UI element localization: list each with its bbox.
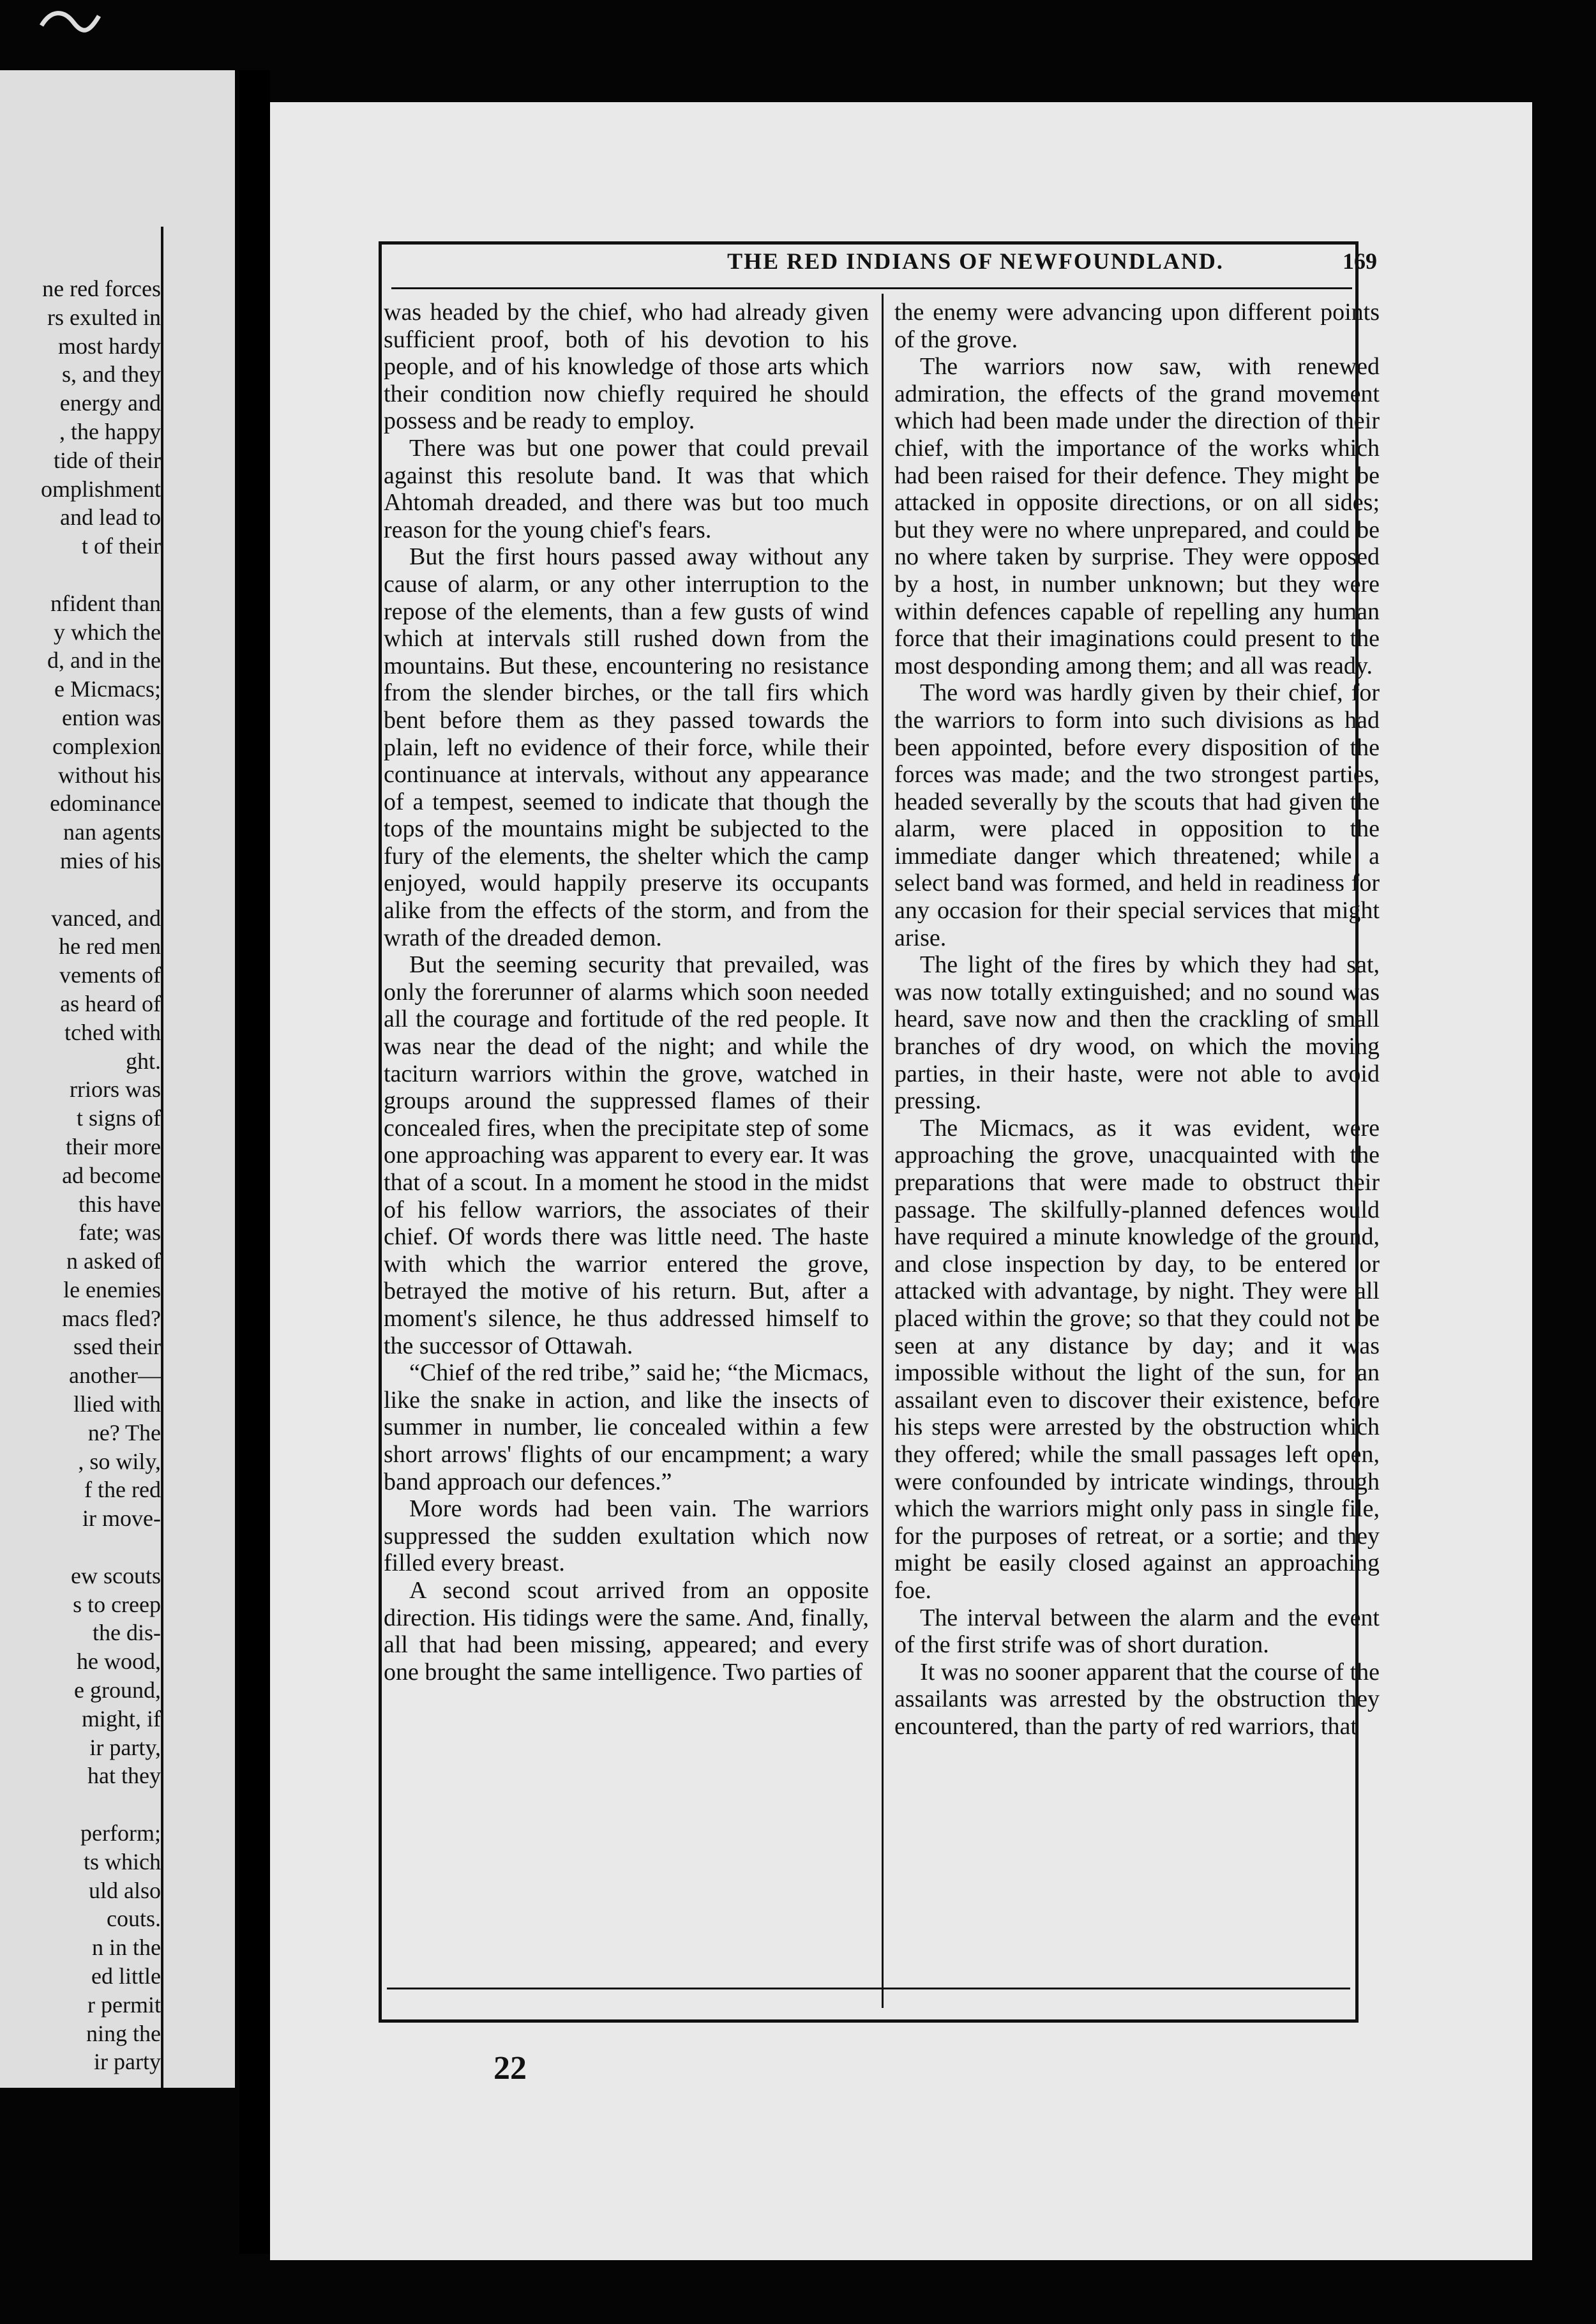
fragment-line: f the red bbox=[84, 1477, 161, 1503]
paragraph: The interval between the alarm and the event of the first strife was of short duration. bbox=[894, 1604, 1380, 1659]
fragment-line: ed little bbox=[91, 1963, 161, 1989]
fragment-line: ention was bbox=[62, 704, 161, 730]
fragment-line: edominance bbox=[50, 790, 161, 817]
fragment-line: perform; bbox=[80, 1820, 161, 1846]
fragment-line: t of their bbox=[82, 533, 161, 559]
fragment-line: omplishment bbox=[41, 476, 161, 502]
fragment-line: without his bbox=[57, 762, 161, 788]
fragment-line: n in the bbox=[92, 1935, 161, 1961]
fragment-line: nan agents bbox=[63, 819, 161, 845]
fragment-line: uld also bbox=[89, 1877, 161, 1903]
fragment-line: macs fled? bbox=[62, 1305, 161, 1331]
fragment-line bbox=[0, 1533, 161, 1562]
adjacent-page-rule bbox=[161, 227, 163, 2088]
fragment-line: e Micmacs; bbox=[54, 676, 161, 702]
fragment-line: the dis- bbox=[93, 1620, 161, 1646]
fragment-line: their more bbox=[66, 1133, 161, 1159]
fragment-line: s, and they bbox=[62, 361, 161, 388]
fragment-line: most hardy bbox=[58, 333, 161, 359]
paragraph: the enemy were advancing upon different points of the grove. bbox=[894, 299, 1380, 353]
fragment-line: ne red forces bbox=[42, 276, 161, 301]
fragment-line: le enemies bbox=[63, 1276, 161, 1302]
fragment-line: he wood, bbox=[77, 1649, 161, 1675]
fragment-line: nfident than bbox=[50, 590, 161, 616]
header-rule bbox=[391, 287, 1352, 289]
paragraph: was headed by the chief, who had already given sufficient proof, both of his devotion to his people, and of his knowledge of those arts which their condition now chiefly required he should possess and be ready to employ. bbox=[384, 299, 869, 435]
book-page bbox=[270, 102, 1532, 2260]
fragment-line: ew scouts bbox=[71, 1562, 161, 1588]
paragraph: More words had been vain. The warriors suppressed the sudden exultation which now filled every breast. bbox=[384, 1495, 869, 1577]
fragment-line bbox=[0, 1790, 161, 1819]
fragment-line: r permit bbox=[87, 1991, 161, 2018]
paragraph: The word was hardly given by their chief, for the warriors to form into such divisions as had been appointed, before every disposition of the forces was made; and the two strongest parties, headed severally by the scouts that had given the alarm, were placed in opposition to the immediate danger which threatened; while a select band was formed, and held in readiness for any occasion for their special services that might arise. bbox=[894, 679, 1380, 951]
paragraph: But the seeming security that prevailed, was only the forerunner of alarms which soon needed all the courage and fortitude of the red people. It was near the dead of the night; and while the taciturn warriors within the grove, watched in groups around the suppressed flames of their concealed fires, when the precipitate step of some one approaching was apparent to every ear. It was that of a scout. In a moment he stood in the midst of his fellow warriors, the associates of their chief. Of words there was little need. The haste with which the warrior entered the grove, betrayed the motive of his return. But, after a moment's silence, he thus addressed himself to the successor of Ottawah. bbox=[384, 951, 869, 1359]
fragment-line: rs exulted in bbox=[47, 304, 161, 330]
adjacent-page-text bbox=[0, 275, 161, 2076]
fragment-line: and lead to bbox=[60, 504, 161, 531]
column-divider bbox=[882, 294, 884, 2008]
fragment-line: this have bbox=[79, 1191, 161, 1217]
fragment-line: complexion bbox=[52, 733, 161, 759]
fragment-line: , so wily, bbox=[78, 1448, 161, 1474]
fragment-line: ne? The bbox=[87, 1419, 161, 1445]
fragment-line: ning the bbox=[86, 2020, 161, 2046]
paragraph: The warriors now saw, with renewed admiration, the effects of the grand movement which had been made under the direction of their chief, with the importance of the works which had been raised for their defence. They might be attacked in opposite directions, or on all sides; but they were no where unprepared, and could be no where taken by surprise. They were opposed by a host, in number unknown; but they were within defences capable of repelling any human force that their imaginations could present to the most desponding among them; and all was ready. bbox=[894, 353, 1380, 679]
fragment-line: fate; was bbox=[79, 1219, 161, 1246]
paragraph: But the first hours passed away without any cause of alarm, or any other interruption to the repose of the elements, than a few gusts of wind which at intervals still rushed down from the mountains. But these, encountering no resistance from the slender birches, or the tall firs which bent before them as they passed towards the plain, left no evidence of their force, while their continuance at intervals, without any appearance of a tempest, seemed to indicate that though the tops of the mountains might be subjected to the fury of the elements, the shelter which the camp enjoyed, would happily preserve its occupants alike from the effects of the storm, and from the wrath of the dreaded demon. bbox=[384, 543, 869, 951]
fragment-line: s to creep bbox=[73, 1591, 161, 1617]
fragment-line: n asked of bbox=[66, 1248, 161, 1274]
fragment-line: ts which bbox=[84, 1848, 161, 1875]
fragment-line: might, if bbox=[82, 1705, 161, 1732]
fragment-line: vements of bbox=[59, 962, 161, 988]
running-head: THE RED INDIANS OF NEWFOUNDLAND. bbox=[727, 248, 1224, 274]
ink-mark-icon bbox=[38, 6, 102, 38]
book-gutter bbox=[239, 70, 270, 2254]
fragment-line: ssed their bbox=[73, 1334, 161, 1360]
paragraph: “Chief of the red tribe,” said he; “the Micmacs, like the snake in action, and like the insects of summer in number, lie concealed within a few short arrows' flights of our encampment; a wary band approach our defences.” bbox=[384, 1359, 869, 1495]
fragment-line: hat they bbox=[87, 1763, 161, 1789]
fragment-line: another— bbox=[69, 1362, 161, 1389]
fragment-line: d, and in the bbox=[47, 647, 161, 674]
fragment-line: y which the bbox=[54, 619, 161, 645]
page-number: 169 bbox=[1343, 248, 1377, 274]
signature-mark: 22 bbox=[493, 2050, 527, 2086]
fragment-line: , the happy bbox=[59, 418, 161, 444]
paragraph: The light of the fires by which they had sat, was now totally extinguished; and no sound was heard, save now and then the crackling of small branches of dry wood, on which the moving parties, in their haste, were not able to avoid pressing. bbox=[894, 951, 1380, 1115]
left-text-column bbox=[384, 299, 869, 2023]
paragraph: A second scout arrived from an opposite direction. His tidings were the same. And, finally, all that had been missing, appeared; and every one brought the same intelligence. Two parties of bbox=[384, 1576, 869, 1686]
fragment-line: energy and bbox=[59, 390, 161, 416]
fragment-line: he red men bbox=[59, 933, 161, 960]
fragment-line: ir party bbox=[94, 2049, 161, 2075]
paragraph: It was no sooner apparent that the course of the assailants was arrested by the obstruction they encountered, than the party of red warriors, that bbox=[894, 1658, 1380, 1740]
fragment-line: mies of his bbox=[60, 847, 161, 873]
fragment-line: ir move- bbox=[82, 1505, 161, 1532]
right-text-column bbox=[894, 299, 1380, 2023]
adjacent-page-fragment bbox=[0, 70, 235, 2088]
fragment-line: vanced, and bbox=[51, 905, 161, 931]
fragment-line: tide of their bbox=[54, 447, 161, 473]
fragment-line: ad become bbox=[62, 1162, 161, 1188]
fragment-line: rriors was bbox=[70, 1076, 161, 1103]
fragment-line bbox=[0, 561, 161, 589]
fragment-line: as heard of bbox=[60, 990, 161, 1016]
paragraph: The Micmacs, as it was evident, were approaching the grove, unacquainted with the preparations that were made to obstruct their passage. The skilfully-planned defences would have required a minute knowledge of the ground, and close inspection by day, to be entered or attacked with advantage, by night. They were all placed within the grove; so that they could not be seen at any distance by day; and it was impossible without the light of the sun, for an assailant even to discover their existence, before his steps were arrested by the obstruction which they offered; while the small passages left open, were confounded by intricate windings, through which the warriors might only pass in single file, for the purposes of retreat, or a sortie; and they might be easily closed against an approaching foe. bbox=[894, 1114, 1380, 1604]
fragment-line: ght. bbox=[125, 1048, 161, 1074]
fragment-line: couts. bbox=[107, 1906, 161, 1932]
paragraph: There was but one power that could prevail against this resolute band. It was that which Ahtomah dreaded, and there was but too much reason for the young chief's fears. bbox=[384, 434, 869, 543]
fragment-line: llied with bbox=[73, 1391, 161, 1417]
fragment-line: ir party, bbox=[89, 1734, 161, 1760]
fragment-line: e ground, bbox=[74, 1677, 161, 1703]
fragment-line bbox=[0, 875, 161, 904]
fragment-line: t signs of bbox=[76, 1105, 161, 1131]
fragment-line: tched with bbox=[64, 1019, 161, 1045]
